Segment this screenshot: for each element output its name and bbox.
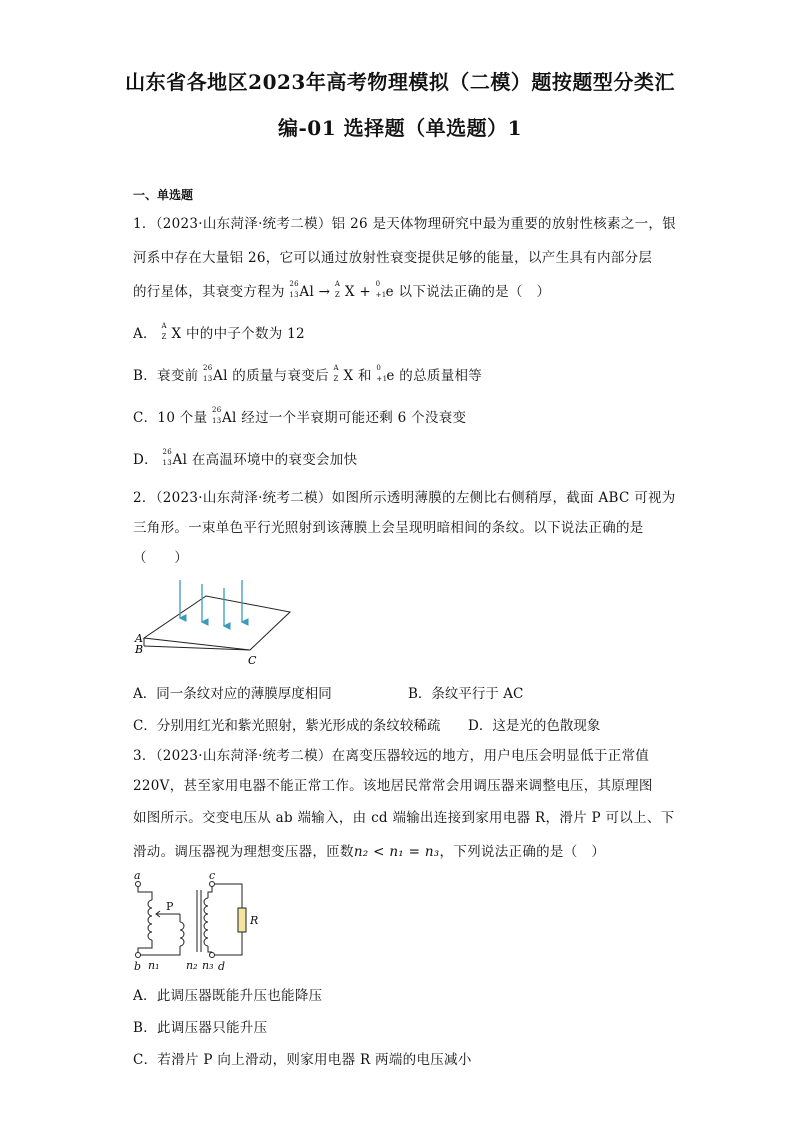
nuclide-al26: 26 13 Al [289, 280, 315, 300]
label-r: R [250, 914, 259, 927]
q3-stem-line3: 如图所示。交变电压从 ab 端输入，由 cd 端输出连接到家用电器 R，滑片 P 可以上、下 [133, 810, 675, 826]
q1-stem-tail: 以下说法正确的是（ ） [398, 284, 551, 300]
q2-option-d[interactable]: D．这是光的色散现象 [468, 718, 601, 734]
film-top-surface [144, 596, 290, 650]
terminal-a [136, 882, 141, 887]
q1-stem-text: 的行星体，其衰变方程为 [133, 284, 285, 300]
q1-stem-line1: 1．（2023·山东菏泽·统考二模）铝 26 是天体物理研究中最为重要的放射性核素之一，银 [133, 216, 677, 232]
thin-film-diagram [134, 572, 304, 668]
nuclide-positron: 0 +1 e [376, 364, 395, 384]
label-c: C [248, 654, 257, 667]
q2-option-c[interactable]: C．分别用红光和紫光照射，紫光形成的条纹较稀疏 [133, 718, 441, 734]
plus-sign: + [359, 284, 372, 300]
terminal-c [210, 882, 215, 887]
label-b: b [134, 960, 142, 973]
q3-stem-line1: 3．（2023·山东菏泽·统考二模）在离变压器较远的地方，用户电压会明显低于正常值 [133, 748, 650, 764]
q3-stem-line2: 220V，甚至家用电器不能正常工作。该地居民常常会用调压器来调整电压，其原理图 [133, 778, 653, 794]
resistor-r [238, 908, 246, 932]
label-n3: n₃ [202, 959, 214, 972]
q2-option-a[interactable]: A．同一条纹对应的薄膜厚度相同 [133, 686, 332, 702]
nuclide-al26: 26 13 Al [162, 448, 188, 468]
q1-option-c[interactable]: C．10 个量 26 13 Al 经过一个半衰期可能还剩 6 个没衰变 [133, 406, 467, 426]
label-n1: n₁ [148, 959, 160, 972]
q1-option-a[interactable]: A． A Z X 中的中子个数为 12 [133, 322, 305, 342]
terminal-b [136, 953, 141, 958]
q2-stem-line2: 三角形。一束单色平行光照射到该薄膜上会呈现明暗相间的条纹。以下说法正确的是 [133, 520, 644, 536]
nuclide-x: A Z X [161, 322, 182, 342]
nuclide-al26: 26 13 Al [212, 406, 237, 426]
reaction-arrow: → [318, 284, 331, 300]
label-a: a [134, 870, 141, 882]
coil-n2 [180, 922, 184, 946]
label-c: c [209, 870, 216, 882]
transformer-circuit-diagram [130, 870, 270, 975]
coil-n1 [148, 900, 152, 940]
terminal-d [210, 953, 215, 958]
q2-stem-line1: 2．（2023·山东菏泽·统考二模）如图所示透明薄膜的左侧比右侧稍厚，截面 ABC 可视为 [133, 490, 676, 506]
section-heading: 一、单选题 [133, 188, 194, 202]
q3-option-c[interactable]: C．若滑片 P 向上滑动，则家用电器 R 两端的电压减小 [133, 1052, 472, 1068]
q3-option-a[interactable]: A．此调压器既能升压也能降压 [133, 988, 323, 1004]
nuclide-x: A Z X [334, 280, 355, 300]
document-title-line1: 山东省各地区2023年高考物理模拟（二模）题按题型分类汇 [125, 70, 675, 94]
label-n2: n₂ [186, 959, 198, 972]
label-d: d [218, 960, 226, 973]
q1-stem-line3 [133, 280, 550, 300]
q3-stem-line4: 滑动。调压器视为理想变压器，匝数n₂ < n₁ = n₃，下列说法正确的是（ ） [133, 844, 606, 860]
label-p: P [166, 900, 174, 913]
q2-option-b[interactable]: B．条纹平行于 AC [408, 686, 524, 702]
q1-stem-line2: 河系中存在大量铝 26，它可以通过放射性衰变提供足够的能量，以产生具有内部分层 [133, 250, 653, 266]
label-a: A [135, 632, 143, 645]
q3-option-b[interactable]: B．此调压器只能升压 [133, 1020, 268, 1036]
nuclide-x: A Z X [333, 364, 354, 384]
q1-option-d[interactable]: D． 26 13 Al 在高温环境中的衰变会加快 [133, 448, 358, 468]
q2-stem-line3: （ ） [133, 550, 189, 566]
turns-relation: n₂ < n₁ = n₃ [353, 844, 440, 860]
q1-option-b[interactable]: B．衰变前 26 13 Al 的质量与衰变后 A Z X 和 0 +1 e 的总质量相等 [133, 364, 483, 384]
nuclide-positron: 0 +1 e [375, 280, 394, 300]
coil-n3 [204, 898, 208, 946]
document-title-line2: 编-01 选择题（单选题）1 [277, 116, 522, 140]
label-b: B [135, 643, 144, 656]
nuclide-al26: 26 13 Al [203, 364, 228, 384]
